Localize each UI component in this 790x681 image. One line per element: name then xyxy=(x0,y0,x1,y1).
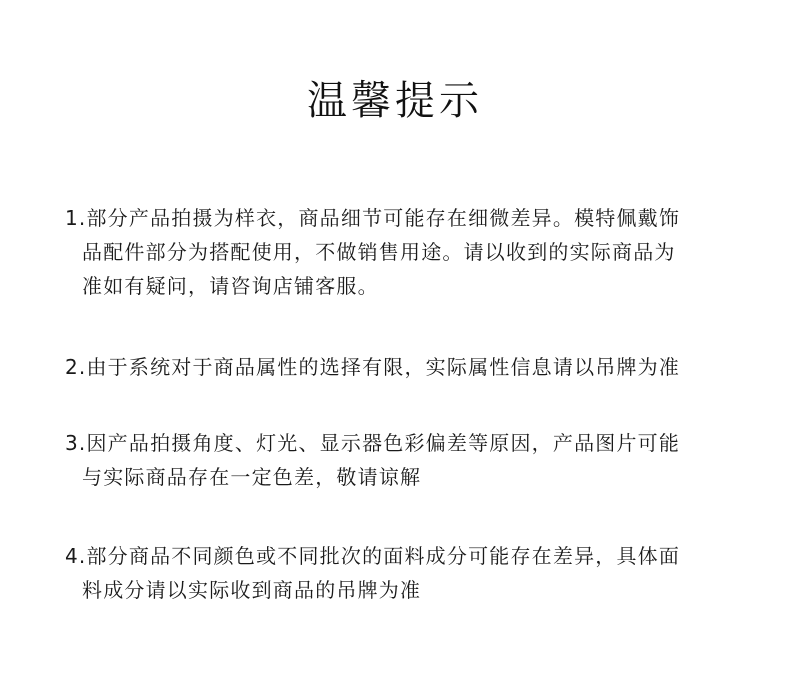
notice-item-line xyxy=(65,201,735,235)
item-number: 4. xyxy=(65,544,87,568)
item-text: 因产品拍摄角度、灯光、显示器色彩偏差等原因，产品图片可能 xyxy=(86,431,681,455)
item-number: 2. xyxy=(65,355,87,379)
page-title: 温馨提示 xyxy=(307,78,483,124)
item-text: 品配件部分为搭配使用，不做销售用途。请以收到的实际商品为 xyxy=(82,240,676,264)
item-text: 部分产品拍摄为样衣，商品细节可能存在细微差异。模特佩戴饰 xyxy=(86,206,681,230)
notice-item-1 xyxy=(65,201,735,303)
item-number: 1. xyxy=(65,206,87,230)
notice-item-line xyxy=(65,350,735,384)
item-text: 由于系统对于商品属性的选择有限，实际属性信息请以吊牌为准 xyxy=(86,355,681,379)
notice-item-line xyxy=(65,426,735,460)
item-text: 准如有疑问，请咨询店铺客服。 xyxy=(82,274,379,298)
item-number: 3. xyxy=(65,431,87,455)
item-text: 与实际商品存在一定色差，敬请谅解 xyxy=(82,465,422,489)
notice-item-4 xyxy=(65,539,735,607)
item-text: 料成分请以实际收到商品的吊牌为准 xyxy=(82,578,422,602)
item-text: 部分商品不同颜色或不同批次的面料成分可能存在差异，具体面 xyxy=(86,544,681,568)
notice-item-2 xyxy=(65,350,735,384)
notice-item-line xyxy=(65,539,735,573)
notice-item-3 xyxy=(65,426,735,494)
